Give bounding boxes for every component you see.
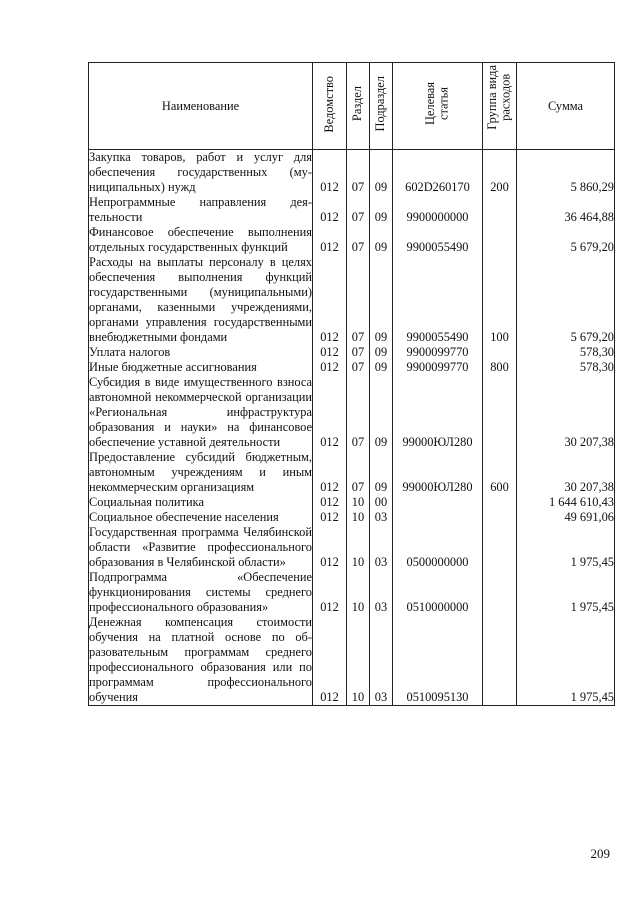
cell-name: Иные бюджетные ассигнования xyxy=(89,360,313,375)
cell-sum: 30 207,38 xyxy=(517,450,615,495)
cell-dept: 012 xyxy=(313,345,347,360)
header-section xyxy=(347,63,370,150)
cell-sum: 1 975,45 xyxy=(517,615,615,706)
cell-section: 07 xyxy=(347,345,370,360)
cell-dept: 012 xyxy=(313,255,347,345)
cell-name: Социальная политика xyxy=(89,495,313,510)
table-row xyxy=(89,510,615,525)
cell-subsection: 00 xyxy=(370,495,393,510)
page-number: 209 xyxy=(590,846,610,861)
cell-sum: 5 679,20 xyxy=(517,255,615,345)
cell-name: Расходы на выплаты персоналу в целях обеспечения выполнения функций государственными (муниципальными) органами, казенными учреждениями, органами управления государственными внебюджетными фондами xyxy=(89,255,312,344)
cell-sum: 578,30 xyxy=(517,360,615,375)
cell-dept: 012 xyxy=(313,525,347,570)
table-row xyxy=(89,345,615,360)
cell-sum: 1 644 610,43 xyxy=(517,495,615,510)
table-row xyxy=(89,570,615,615)
cell-target: 9900099770 xyxy=(393,345,483,360)
cell-section: 07 xyxy=(347,255,370,345)
cell-group xyxy=(483,345,517,360)
table-row xyxy=(89,525,615,570)
cell-target: 9900055490 xyxy=(393,225,483,255)
cell-dept: 012 xyxy=(313,615,347,706)
cell-subsection: 03 xyxy=(370,525,393,570)
cell-section: 10 xyxy=(347,495,370,510)
cell-target: 602D260170 xyxy=(393,150,483,196)
header-sum-label: Сумма xyxy=(547,98,584,113)
cell-sum: 1 975,45 xyxy=(517,570,615,615)
cell-group xyxy=(483,195,517,225)
header-target xyxy=(393,63,483,150)
cell-group xyxy=(483,225,517,255)
header-subsection-label: Подраздел xyxy=(373,76,388,132)
cell-target: 0510000000 xyxy=(393,570,483,615)
cell-subsection: 03 xyxy=(370,570,393,615)
table-row xyxy=(89,225,615,255)
cell-group xyxy=(483,375,517,450)
cell-group xyxy=(483,510,517,525)
cell-group xyxy=(483,570,517,615)
cell-section: 07 xyxy=(347,150,370,196)
cell-name: Закупка товаров, работ и услуг для обеспечения государственных (муниципальных) нужд xyxy=(89,150,312,194)
cell-sum: 1 975,45 xyxy=(517,525,615,570)
cell-sum: 30 207,38 xyxy=(517,375,615,450)
cell-group xyxy=(483,525,517,570)
cell-subsection: 09 xyxy=(370,255,393,345)
cell-section: 10 xyxy=(347,615,370,706)
cell-target: 9900055490 xyxy=(393,255,483,345)
header-dept-label: Ведомство xyxy=(321,75,336,133)
cell-sum: 49 691,06 xyxy=(517,510,615,525)
table-header-row xyxy=(89,63,615,150)
cell-group: 200 xyxy=(483,150,517,196)
table-row xyxy=(89,375,615,450)
table-row xyxy=(89,150,615,196)
cell-target xyxy=(393,510,483,525)
cell-target: 9900099770 xyxy=(393,360,483,375)
cell-subsection: 09 xyxy=(370,360,393,375)
cell-group xyxy=(483,615,517,706)
header-name xyxy=(89,63,313,150)
cell-section: 07 xyxy=(347,225,370,255)
header-group xyxy=(483,63,517,150)
cell-name: Предоставление субсидий бюджетным, автономным учреждениям и иным некоммерческим организациям xyxy=(89,450,312,494)
cell-name: Финансовое обеспечение выполнения отдельных государственных функций xyxy=(89,225,312,254)
header-name-label: Наименование xyxy=(161,98,240,113)
cell-name: Денежная компенсация стоимости обучения на платной основе по образовательным программам среднего профессионального образования или по программам профессионального обучения xyxy=(89,615,312,704)
header-target-label: Целевая статья xyxy=(422,82,451,126)
cell-subsection: 03 xyxy=(370,510,393,525)
header-section-label: Раздел xyxy=(350,86,365,122)
cell-group: 800 xyxy=(483,360,517,375)
header-group-label: Группа вида расходов xyxy=(484,65,513,130)
cell-subsection: 09 xyxy=(370,225,393,255)
cell-target xyxy=(393,495,483,510)
cell-sum: 578,30 xyxy=(517,345,615,360)
cell-sum: 5 679,20 xyxy=(517,225,615,255)
cell-dept: 012 xyxy=(313,450,347,495)
cell-section: 07 xyxy=(347,375,370,450)
cell-section: 10 xyxy=(347,570,370,615)
cell-section: 07 xyxy=(347,360,370,375)
cell-target: 0510095130 xyxy=(393,615,483,706)
cell-dept: 012 xyxy=(313,375,347,450)
table-row xyxy=(89,255,615,345)
cell-subsection: 03 xyxy=(370,615,393,706)
cell-target: 99000ЮЛ280 xyxy=(393,450,483,495)
header-sum xyxy=(517,63,615,150)
cell-subsection: 09 xyxy=(370,195,393,225)
cell-subsection: 09 xyxy=(370,150,393,196)
cell-name: Уплата налогов xyxy=(89,345,313,360)
header-dept xyxy=(313,63,347,150)
cell-subsection: 09 xyxy=(370,345,393,360)
cell-dept: 012 xyxy=(313,510,347,525)
table-row xyxy=(89,195,615,225)
cell-dept: 012 xyxy=(313,225,347,255)
cell-subsection: 09 xyxy=(370,375,393,450)
cell-sum: 5 860,29 xyxy=(517,150,615,196)
cell-dept: 012 xyxy=(313,195,347,225)
cell-name: Непрограммные направления деятельности xyxy=(89,195,312,224)
cell-name: Субсидия в виде имущественного взноса автономной некоммерческой организации «Региональная инфраструктура образования и науки» на финансовое обеспечение уставной деятельности xyxy=(89,375,312,449)
cell-section: 07 xyxy=(347,195,370,225)
table-row xyxy=(89,450,615,495)
cell-group: 100 xyxy=(483,255,517,345)
cell-target: 9900000000 xyxy=(393,195,483,225)
cell-section: 10 xyxy=(347,525,370,570)
header-subsection xyxy=(370,63,393,150)
cell-subsection: 09 xyxy=(370,450,393,495)
budget-table xyxy=(88,62,615,706)
table-row xyxy=(89,360,615,375)
cell-dept: 012 xyxy=(313,495,347,510)
cell-section: 07 xyxy=(347,450,370,495)
cell-section: 10 xyxy=(347,510,370,525)
table-row xyxy=(89,495,615,510)
cell-dept: 012 xyxy=(313,150,347,196)
table-row xyxy=(89,615,615,706)
cell-group: 600 xyxy=(483,450,517,495)
cell-dept: 012 xyxy=(313,570,347,615)
cell-name: Государственная программа Челябинской области «Развитие профессионального образования в Челябинской области» xyxy=(89,525,312,569)
cell-name: Подпрограмма «Обеспечение функционирования системы среднего профессионального образования» xyxy=(89,570,312,614)
cell-sum: 36 464,88 xyxy=(517,195,615,225)
cell-group xyxy=(483,495,517,510)
cell-target: 99000ЮЛ280 xyxy=(393,375,483,450)
cell-target: 0500000000 xyxy=(393,525,483,570)
cell-name: Социальное обеспечение населения xyxy=(89,510,313,525)
cell-dept: 012 xyxy=(313,360,347,375)
